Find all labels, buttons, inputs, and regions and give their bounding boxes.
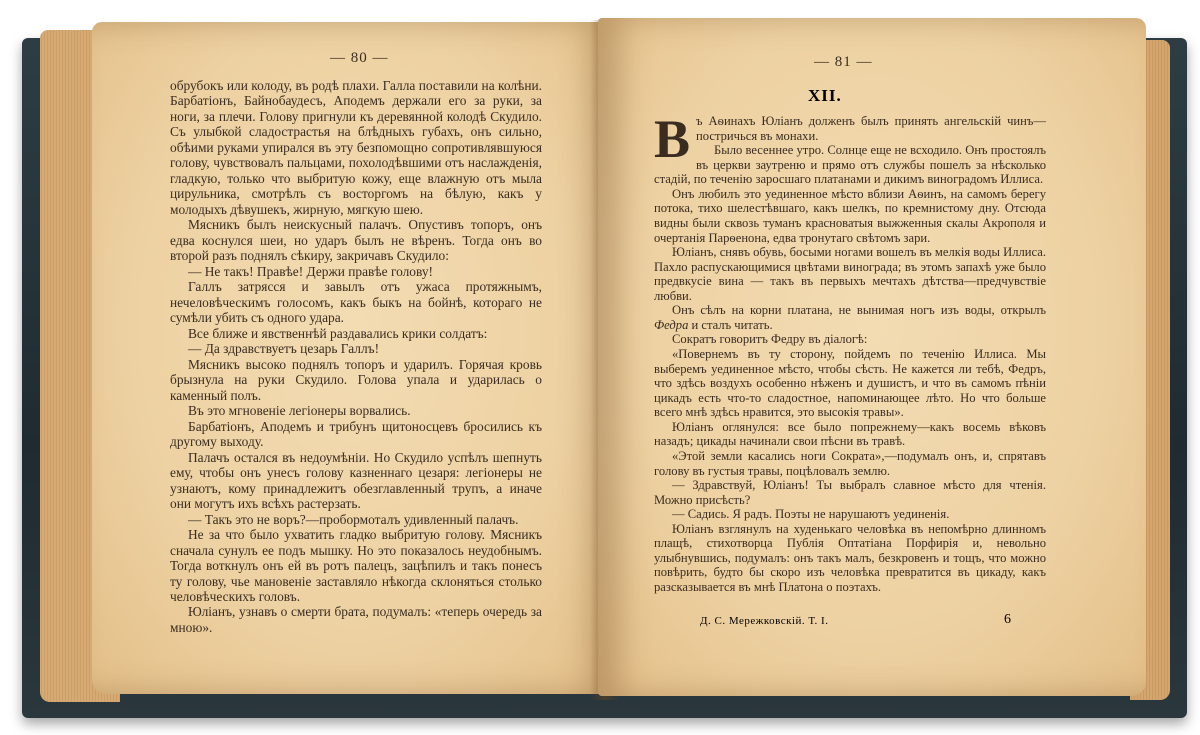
paragraph: Мясникъ былъ неискусный палачъ. Опустивъ топоръ, онъ едва коснулся шеи, но ударъ былъ не вѣренъ. Тогда онъ во второй разъ поднялъ сѣкиру, закричавъ Скудило: (170, 217, 542, 264)
footer-signature: Д. С. Мережковскій. Т. I. (700, 615, 829, 627)
paragraph: Юліанъ, снявъ обувь, босыми ногами вошелъ въ мелкія воды Иллиса. Пахло распускающимися цвѣтами винограда; въ этомъ запахѣ уже было предвкусіе вина — такъ въ первыхъ мечтахъ дѣтства—предчувствіе любви. (654, 245, 1046, 303)
paragraph: — Не такъ! Правѣе! Держи правѣе голову! (188, 263, 434, 279)
paragraph-text: Онъ сѣлъ на корни платана, не вынимая ногъ изъ воды, открылъ (672, 303, 1046, 318)
paragraph: «Этой земли касались ноги Сократа»,—подумалъ онъ, и, спрятавъ голову въ густыя травы, поцѣловалъ землю. (654, 448, 1046, 478)
paragraph: Онъ любилъ это уединенное мѣсто вблизи Аѳинъ, на самомъ берегу потока, тихо шелестѣвшаго, какъ шелкъ, по кремнистому дну. Отсюда видны были сквозь туманъ красноватыя выжженныя скалы Акрополя и очертанія Парѳенона, едва тронутаго свѣтомъ зари. (654, 186, 1046, 245)
paragraph: Было весеннее утро. Солнце еще не всходило. Онъ простоялъ въ церкви заутреню и прямо отъ службы пошелъ за нѣсколько стадій, по теченію заросшаго платанами и дикимъ виноградомъ Иллиса. (654, 143, 1046, 187)
paragraph: обрубокъ или колоду, въ родѣ плахи. Галла поставили на колѣни. Барбатіонъ, Байнобаудесъ, Аподемъ держали его за руки, за ноги, за плечи. Голову пригнули къ деревянной колодѣ Скудило. Съ улыбкой сладострастья на блѣдныхъ губахъ, онъ сильно, обѣими руками упирался въ эту безпомощно сопротивлявшуюся голову, чувствовалъ пальцами, похолодѣвшими отъ наслажденія, гладкую, только что выбритую кожу, еще влажную отъ мыла цирульника, смотрѣлъ съ восторгомъ на бѣлую, какъ у молодыхъ дѣвушекъ, жирную, мягкую шею. (170, 78, 542, 217)
paragraph: Барбатіонъ, Аподемъ и трибунъ щитоносцевъ бросились къ другому выходу. (170, 418, 542, 450)
right-page (598, 18, 1146, 696)
book-title-phaedrus: Федра (654, 317, 689, 332)
paragraph: — Садись. Я радъ. Поэты не нарушаютъ уединенія. (672, 507, 950, 522)
sheet-number: 6 (1004, 612, 1011, 627)
page-number-right: — 81 — (814, 54, 873, 70)
paragraph: «Повернемъ въ ту сторону, пойдемъ по теченію Иллиса. Мы выберемъ уединенное мѣсто, чтобы сѣсть. Не кажется ли тебѣ, Федръ, что здѣсь воздухъ особенно нѣженъ и душистъ, и что въ самомъ пѣніи цикадъ есть что-то сладостное, напоминающее лѣто. Но что больше всего мнѣ здѣсь нравится, это высокія травы». (654, 347, 1046, 420)
paragraph: Юліанъ взглянулъ на худенькаго человѣка въ непомѣрно длинномъ плащѣ, стихотворца Публія Оптатіана Порфирія и, невольно улыбнувшись, подумалъ: онъ такъ малъ, безкровенъ и тощъ, что можно повѣрить, будто бы скоро изъ человѣка превратится въ цикаду, какъ разсказывается въ мнѣ Платона о поэтахъ. (654, 521, 1046, 594)
paragraph: Не за что было ухватить гладко выбритую голову. Мясникъ сначала сунулъ ее подъ мышку. Но это показалось неудобнымъ. Тогда воткнулъ онъ ей въ ротъ палецъ, зацѣпилъ и такъ понесъ ту голову, чье мановеніе заставляло нѣкогда склоняться столько человѣческихъ головъ. (170, 527, 542, 604)
paragraph-text: и сталъ читать. (688, 317, 773, 332)
paragraph: — Здравствуй, Юліанъ! Ты выбралъ славное мѣсто для чтенія. Можно присѣсть? (654, 478, 1046, 507)
paragraph: Въ это мгновеніе легіонеры ворвались. (188, 403, 411, 419)
paragraph: Юліанъ, узнавъ о смерти брата, подумалъ: «теперь очередь за мною». (170, 604, 542, 635)
paragraph: Юліанъ оглянулся: все было попрежнему—какъ восемь вѣковъ назадъ; цикады начинали свои пѣсни въ травѣ. (654, 419, 1046, 449)
paragraph (654, 303, 1046, 332)
left-page-text (170, 78, 542, 635)
paragraph: Сократъ говоритъ Федру въ діалогѣ: (672, 332, 868, 347)
drop-cap: В (654, 109, 691, 169)
paragraph: Галлъ затрясся и завылъ отъ ужаса протяжнымъ, нечеловѣческимъ голосомъ, какъ быкъ на бойнѣ, котораго не сумѣли убить съ одного удара. (170, 279, 542, 326)
page-number-left: — 80 — (330, 50, 389, 66)
paragraph-text: ъ Аѳинахъ Юліанъ долженъ былъ принять ангельскій чинъ—постричься въ монахи. (696, 114, 1046, 143)
paragraph: — Такъ это не воръ?—пробормоталъ удивленный палачъ. (188, 511, 519, 527)
paragraph: Палачъ остался въ недоумѣніи. Но Скудило успѣлъ шепнуть ему, чтобы онъ унесъ голову казненнаго цезаря: легіонеры не узнаютъ, кому принадлежитъ обезглавленный трупъ, а иначе они могутъ ихъ всѣхъ растерзать. (170, 449, 542, 512)
paragraph: Все ближе и явственнѣй раздавались крики солдатъ: (188, 325, 488, 341)
left-page (92, 22, 612, 694)
right-page-text (654, 109, 1046, 595)
paragraph: — Да здравствуетъ цезарь Галлъ! (188, 341, 380, 357)
paragraph: Мясникъ высоко поднялъ топоръ и ударилъ. Горячая кровь брызнула на руки Скудило. Голова упала и ударилась о каменный полъ. (170, 356, 542, 403)
chapter-heading: XII. (808, 86, 842, 105)
